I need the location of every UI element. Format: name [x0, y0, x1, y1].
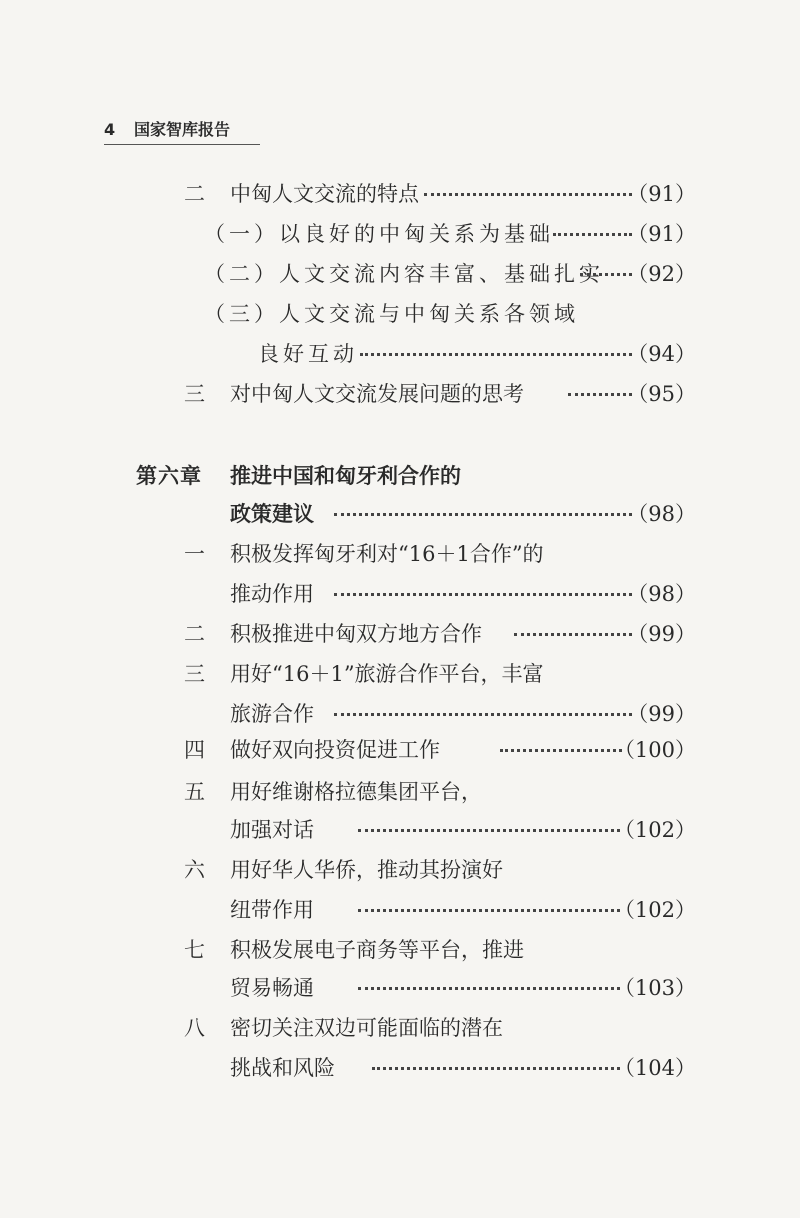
page-ref: （102）	[613, 898, 696, 922]
chapter-heading-continued	[0, 496, 800, 532]
dot-leader	[334, 713, 632, 716]
page-ref: （98）	[627, 582, 696, 606]
dot-leader	[334, 593, 632, 596]
section-title-line2: 推动作用	[230, 582, 314, 606]
page-ref: （98）	[627, 502, 696, 526]
running-header	[104, 118, 260, 145]
section-title-line2: 贸易畅通	[230, 976, 314, 1000]
toc-entry	[0, 376, 800, 412]
dot-leader	[514, 633, 632, 636]
page-ref: （91）	[627, 222, 696, 246]
section-title-line1: 用好“16＋1”旅游合作平台，丰富	[230, 662, 544, 686]
toc-entry	[0, 732, 800, 768]
chapter-title-line1: 推进中国和匈牙利合作的	[230, 463, 461, 488]
dot-leader	[334, 513, 632, 516]
toc-entry-continued	[0, 576, 800, 612]
section-title-line1: 积极发挥匈牙利对“16＋1合作”的	[230, 542, 544, 566]
section-title: 对中匈人文交流发展问题的思考	[230, 382, 524, 406]
dot-leader	[500, 749, 622, 752]
page-ref: （95）	[627, 382, 696, 406]
toc-entry-continued	[0, 1050, 800, 1086]
page-ref: （99）	[627, 702, 696, 726]
chapter-title-line2: 政策建议	[230, 501, 314, 526]
page-ref: （91）	[627, 182, 696, 206]
section-marker: 五	[184, 780, 205, 804]
dot-leader	[358, 987, 620, 990]
toc-entry-continued	[0, 812, 800, 848]
dot-leader	[553, 233, 632, 236]
section-title: 做好双向投资促进工作	[230, 738, 440, 762]
page-ref: （92）	[627, 262, 696, 286]
toc-entry	[0, 616, 800, 652]
section-marker: 三	[184, 662, 205, 686]
section-title-line2: 挑战和风险	[230, 1056, 335, 1080]
toc-subentry	[0, 296, 800, 332]
toc-entry	[0, 932, 800, 968]
section-title: 积极推进中匈双方地方合作	[230, 622, 482, 646]
subsection-title: （二）人文交流内容丰富、基础扎实	[204, 262, 604, 286]
dot-leader	[358, 909, 620, 912]
section-title: 中匈人文交流的特点	[230, 182, 419, 206]
toc-entry-continued	[0, 970, 800, 1006]
section-title-line1: 用好维谢格拉德集团平台，	[230, 780, 482, 804]
dot-leader	[580, 273, 632, 276]
subsection-title-line2: 良好互动	[258, 342, 358, 366]
page-ref: （100）	[613, 738, 696, 762]
section-marker: 一	[184, 542, 205, 566]
dot-leader	[358, 829, 620, 832]
toc-entry	[0, 656, 800, 692]
page-ref: （99）	[627, 622, 696, 646]
section-marker: 四	[184, 738, 205, 762]
page-ref: （103）	[613, 976, 696, 1000]
section-title-line1: 密切关注双边可能面临的潜在	[230, 1016, 503, 1040]
chapter-label: 第六章	[136, 463, 202, 488]
section-marker: 二	[184, 182, 205, 206]
book-series-title: 国家智库报告	[134, 120, 231, 139]
chapter-heading	[0, 458, 800, 494]
section-title-line2: 旅游合作	[230, 702, 314, 726]
section-marker: 八	[184, 1016, 205, 1040]
section-marker: 三	[184, 382, 205, 406]
toc-entry	[0, 176, 800, 212]
section-title-line1: 积极发展电子商务等平台，推进	[230, 938, 524, 962]
section-title-line1: 用好华人华侨，推动其扮演好	[230, 858, 503, 882]
section-title-line2: 加强对话	[230, 818, 314, 842]
toc-entry	[0, 536, 800, 572]
toc-entry	[0, 1010, 800, 1046]
page-number: 4	[104, 120, 116, 139]
toc-subentry	[0, 216, 800, 252]
toc-entry-continued	[0, 892, 800, 928]
dot-leader	[360, 353, 632, 356]
section-title-line2: 纽带作用	[230, 898, 314, 922]
toc-subentry-continued	[0, 336, 800, 372]
toc-subentry	[0, 256, 800, 292]
toc-entry	[0, 852, 800, 888]
page-ref: （94）	[627, 342, 696, 366]
page-ref: （102）	[613, 818, 696, 842]
section-marker: 二	[184, 622, 205, 646]
dot-leader	[568, 393, 632, 396]
toc-entry	[0, 774, 800, 810]
section-marker: 六	[184, 858, 205, 882]
subsection-title-line1: （三）人文交流与中匈关系各领域	[204, 302, 579, 326]
toc-entry-continued	[0, 696, 800, 732]
section-marker: 七	[184, 938, 205, 962]
subsection-title: （一）以良好的中匈关系为基础	[204, 222, 554, 246]
dot-leader	[372, 1067, 620, 1070]
page-ref: （104）	[613, 1056, 696, 1080]
dot-leader	[424, 193, 632, 196]
